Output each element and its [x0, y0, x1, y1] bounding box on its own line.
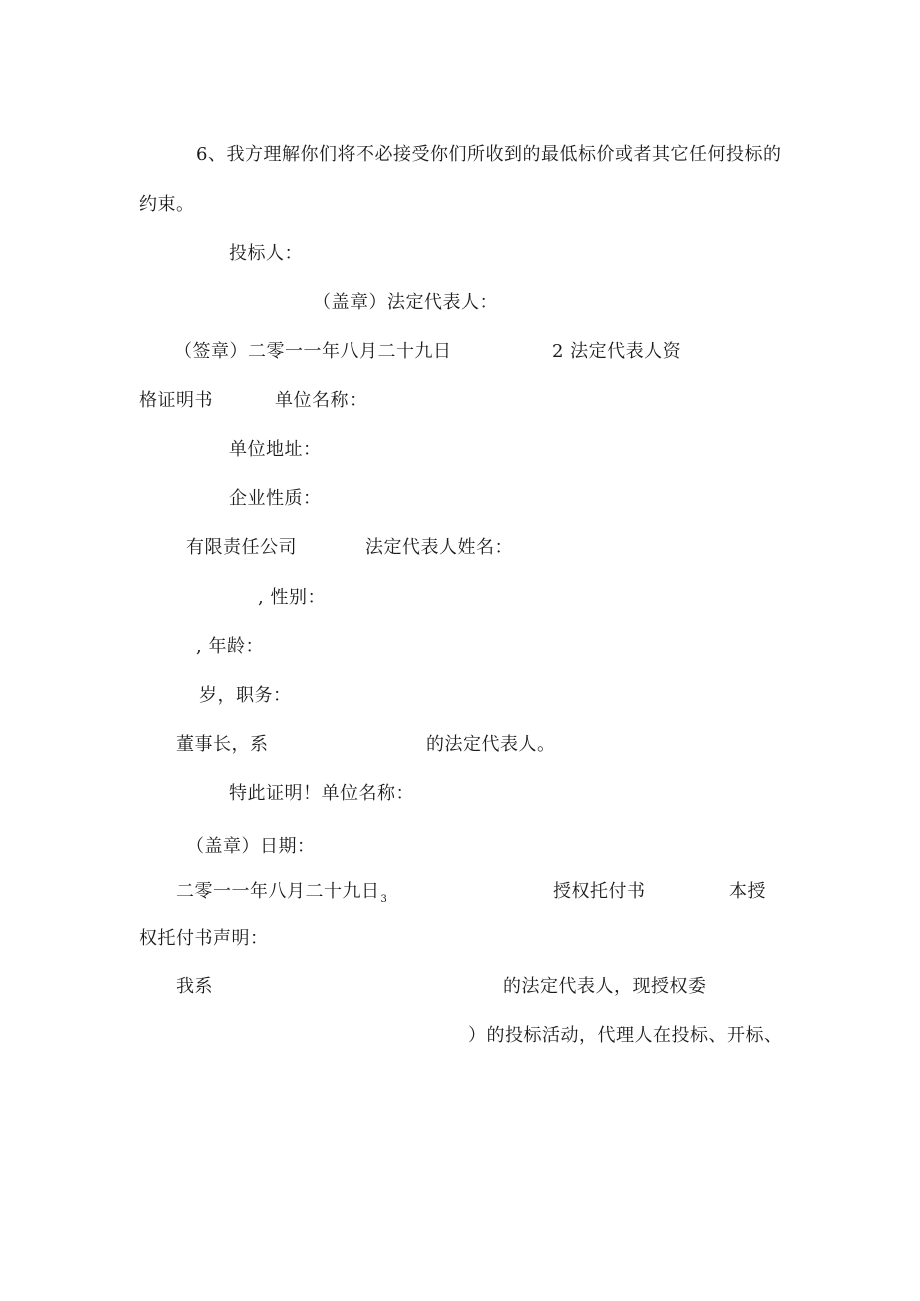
of-legal-rep-text: 的法定代表人。	[426, 734, 556, 755]
date-line-2	[176, 880, 387, 907]
section-3-number: 3	[380, 894, 388, 905]
this-auth-part1: 本授	[729, 881, 766, 902]
years-position-label: 岁，职务：	[199, 685, 292, 706]
legal-rep-name-label: 法定代表人姓名：	[365, 537, 513, 558]
clause-6-line1: 6、我方理解你们将不必接受你们所收到的最低标价或者其它任何投标的	[196, 144, 782, 165]
enterprise-nature-label: 企业性质：	[229, 488, 322, 509]
age-label: , 年龄：	[196, 636, 264, 657]
legal-rep-authorize-text: 的法定代表人，现授权委	[503, 976, 707, 997]
section-2-title-part2: 格证明书	[139, 390, 213, 411]
seal-legal-rep-label: （盖章）法定代表人：	[313, 292, 498, 313]
bidding-activity-text: ）的投标活动，代理人在投标、开标、	[468, 1025, 783, 1046]
gender-label: , 性别：	[258, 587, 326, 608]
chairman-is-text: 董事长，系	[176, 734, 269, 755]
section-2-title-part1: 2 法定代表人资	[552, 341, 682, 362]
date-2-text: 二零一一年八月二十九日	[176, 881, 380, 902]
company-type-value: 有限责任公司	[186, 537, 297, 558]
unit-address-label: 单位地址：	[229, 439, 322, 460]
bidder-label: 投标人：	[229, 243, 303, 264]
seal-date-label: （盖章）日期：	[186, 836, 316, 857]
sign-date-line: （签章）二零一一年八月二十九日	[174, 341, 452, 362]
power-of-attorney-title: 授权托付书	[553, 881, 646, 902]
certify-unit-name-label: 特此证明！单位名称：	[229, 783, 414, 804]
this-auth-part2: 权托付书声明：	[139, 928, 269, 949]
i-am-text: 我系	[176, 976, 213, 997]
clause-6-line2: 约束。	[139, 194, 195, 215]
unit-name-label: 单位名称：	[275, 390, 368, 411]
